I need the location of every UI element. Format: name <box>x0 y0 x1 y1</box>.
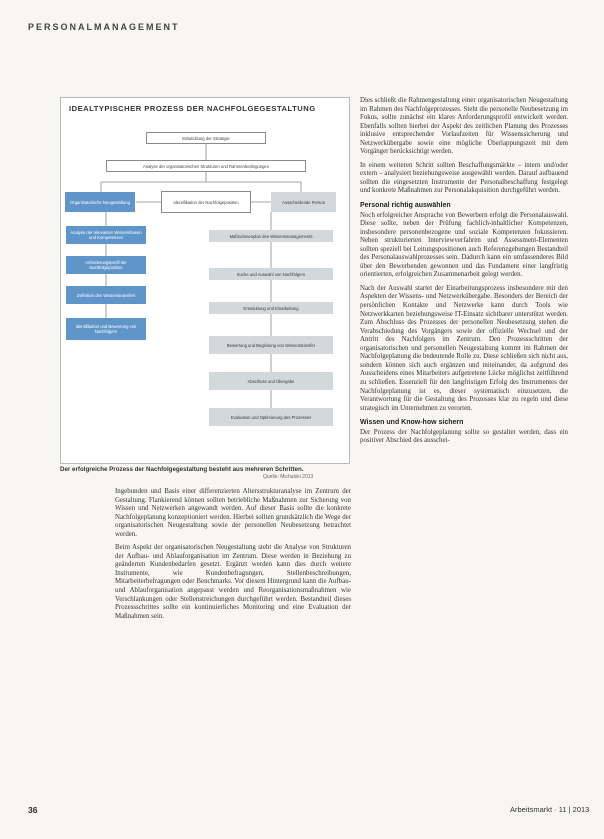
journal-footer: Arbeitsmarkt · 11 | 2013 <box>510 805 590 814</box>
flow-box-strategy: Entwicklung der Strategie <box>146 132 266 144</box>
paragraph: Beim Aspekt der organisatorischen Neugestaltung steht die Analyse von Strukturen der Aufbau- und Ablauforganisation im Zentrum. Diese werden in Beziehung zu geänderten Kundenbedarfen gesetzt. Ergänzt werden kann dies durch weitere Instrumente, wie Kundenbefragungen, Stellenbeschreibungen, Mitarbeiterbefragungen oder Benchmarks. Vor diesem Hintergrund kann die Aufbau- und Ablauforganisation angepasst werden und Reorganisationsmaßnahmen wie Verschlankungen oder Stellenstreichungen durchgeführt werden. Bestandteil dieses Prozessschrittes sollte ein kontinuierliches Monitoring und eine Evaluation der Maßnahmen sein. <box>115 544 351 620</box>
flow-box-requirements: Anforderungsprofil der Nachfolgeposition <box>66 256 146 274</box>
flow-box-transfer-definition: Definition des Wissenstransfers <box>66 286 146 304</box>
flow-box-structure-analysis: Analyse der organisatorischen Strukturen und Rahmenbedingungen <box>106 160 306 172</box>
paragraph: Ingebunden und Basis einer differenzierten Altersstrukturanalyse im Zentrum der Gestaltung. Flankierend können sollten betriebliche Maßnahmen zur Sicherung von Wissen und Netzwerken angewandt werden. Auf dieser Basis sollte die konkrete Nachfolgeplanung konzeptioniert werden. Hierbei sollten grundsätzlich die Wege der organisatorischen Neugestaltung sowie der personellen Neubesetzung betrachtet werden. <box>115 488 351 538</box>
flow-box-knowledge-analysis: Analyse der relevanten Wissensbasen und Kompetenzen <box>66 226 146 244</box>
flow-box-search-selection: Suche und Auswahl von Nachfolgern <box>209 268 333 280</box>
paragraph: Dies schließt die Rahmengestaltung einer organisatorischen Neugestaltung im Rahmen des Nachfolgeprozesses. Steht die personelle Neubesetzung im Fokus, sollte zunächst ein klares Anforderungsprofil entwickelt werden. Ebenfalls sollten hierbei der Aspekt des zeitlichen Planung des Prozesses inklusive entsprechender Vorlaufzeiten für Wissenssicherung und Netzwerkübergabe sowie eine mögliche Überlappungszeit mit dem Vorgänger berücksichtigt werden. <box>360 97 568 156</box>
text-column-left <box>115 488 351 626</box>
flow-box-leaving-person: Ausscheidende Person <box>271 192 336 212</box>
flow-box-onboarding: Entwicklung und Einarbeitung <box>209 302 333 314</box>
paragraph: Der Prozess der Nachfolgeplanung sollte so gestaltet werden, dass ein positiver Abschied des ausschei- <box>360 428 568 445</box>
paragraph: In einem weiteren Schritt sollten Beschaffungsmärkte – intern und/oder extern – analysiert beziehungsweise ausgewählt werden. Darauf aufbauend sollten die eingesetzten Instrumente der Personalbeschaffung festgelegt und konkrete Maßnahmen zur Personalakquisition durchgeführt werden. <box>360 161 568 195</box>
flow-box-reorganization: Organisatorische Neugestaltung <box>65 192 135 212</box>
section-header: PERSONALMANAGEMENT <box>28 22 180 32</box>
figure-title: IDEALTYPISCHER PROZESS DER NACHFOLGEGESTALTUNG <box>69 104 316 113</box>
figure-source: Quelle: Michalski 2013 <box>263 474 314 480</box>
subheading: Wissen und Know-how sichern <box>360 419 464 427</box>
flow-box-measures: Maßnahmenplan des Wissensmanagements <box>209 230 333 242</box>
page-number: 36 <box>28 805 38 815</box>
flow-box-transfer-support: Bewertung und Begleitung von Wissenstransfer <box>209 336 333 354</box>
flow-box-handover: Abschluss und Übergabe <box>209 372 333 390</box>
flow-box-evaluation: Evaluation und Optimierung des Prozesses <box>209 408 333 426</box>
figure-caption: Der erfolgreiche Prozess der Nachfolgegestaltung besteht aus mehreren Schritten. <box>60 466 304 473</box>
process-figure <box>60 97 350 464</box>
flow-box-successor-evaluation: Identifikation und Bewertung von Nachfolgern <box>66 318 146 340</box>
subheading: Personal richtig auswählen <box>360 202 451 210</box>
paragraph: Noch erfolgreicher Ansprache von Bewerbern erfolgt die Personalauswahl. Diese sollte, neben der Prüfung fachlich-inhaltlicher Kompetenzen, insbesondere personenbezogene und soziale Kompetenzen fokussieren. Neben strukturierten Interviewverfahren und Assessment-Elementen sollten speziell bei Leitungspositionen auch Referenzgebungen Bestandteil des Personalauswahlprozesses sein. Dadurch kann ein umfassenderes Bild über den Bewerbenden gewonnen und das Fundament einer langfristig orientierten, erfolgreichen Zusammenarbeit gelegt werden. <box>360 211 568 279</box>
text-column-right <box>360 97 568 451</box>
paragraph: Nach der Auswahl startet der Einarbeitungsprozess insbesondere mit den Aspekten der Wissens- und Netzwerkübergabe. Besonders der Bereich der persönlichen Kontakte und Netzwerke kann durch Tools wie Netzwerkkarten beziehungsweise IT-Einsatz sichtbarer unterstützt werden. Zum Abschluss des Prozesses der personellen Neubesetzung stehen die Verabschiedung des Vorgängers sowie der offizielle Wechsel und der Antritt des Nachfolgers im Zentrum. Den Prozessschritten der organisatorischen und personellen Neugestaltung kommt im Rahmen der Nachfolgeplanung die bedeutende Rolle zu. Diese schließen sich nicht aus, sondern können sich auch ergänzen und miteinander, da aufgrund des Ausscheidens eines Mitarbeiters aufgetretene Lücke möglichst zeitführend zu schließen. Essenziell für den langfristigen Erfolg des Instrumentes der Nachfolgeplanung ist es, dieser systematisch einzusetzen, die Verantwortung für die Gestaltung des Prozesses klar zu regeln und diese strategisch im Unternehmen zu verorten. <box>360 284 568 412</box>
flow-box-identification: Identifikation der Nachfolgeposition <box>161 191 251 213</box>
